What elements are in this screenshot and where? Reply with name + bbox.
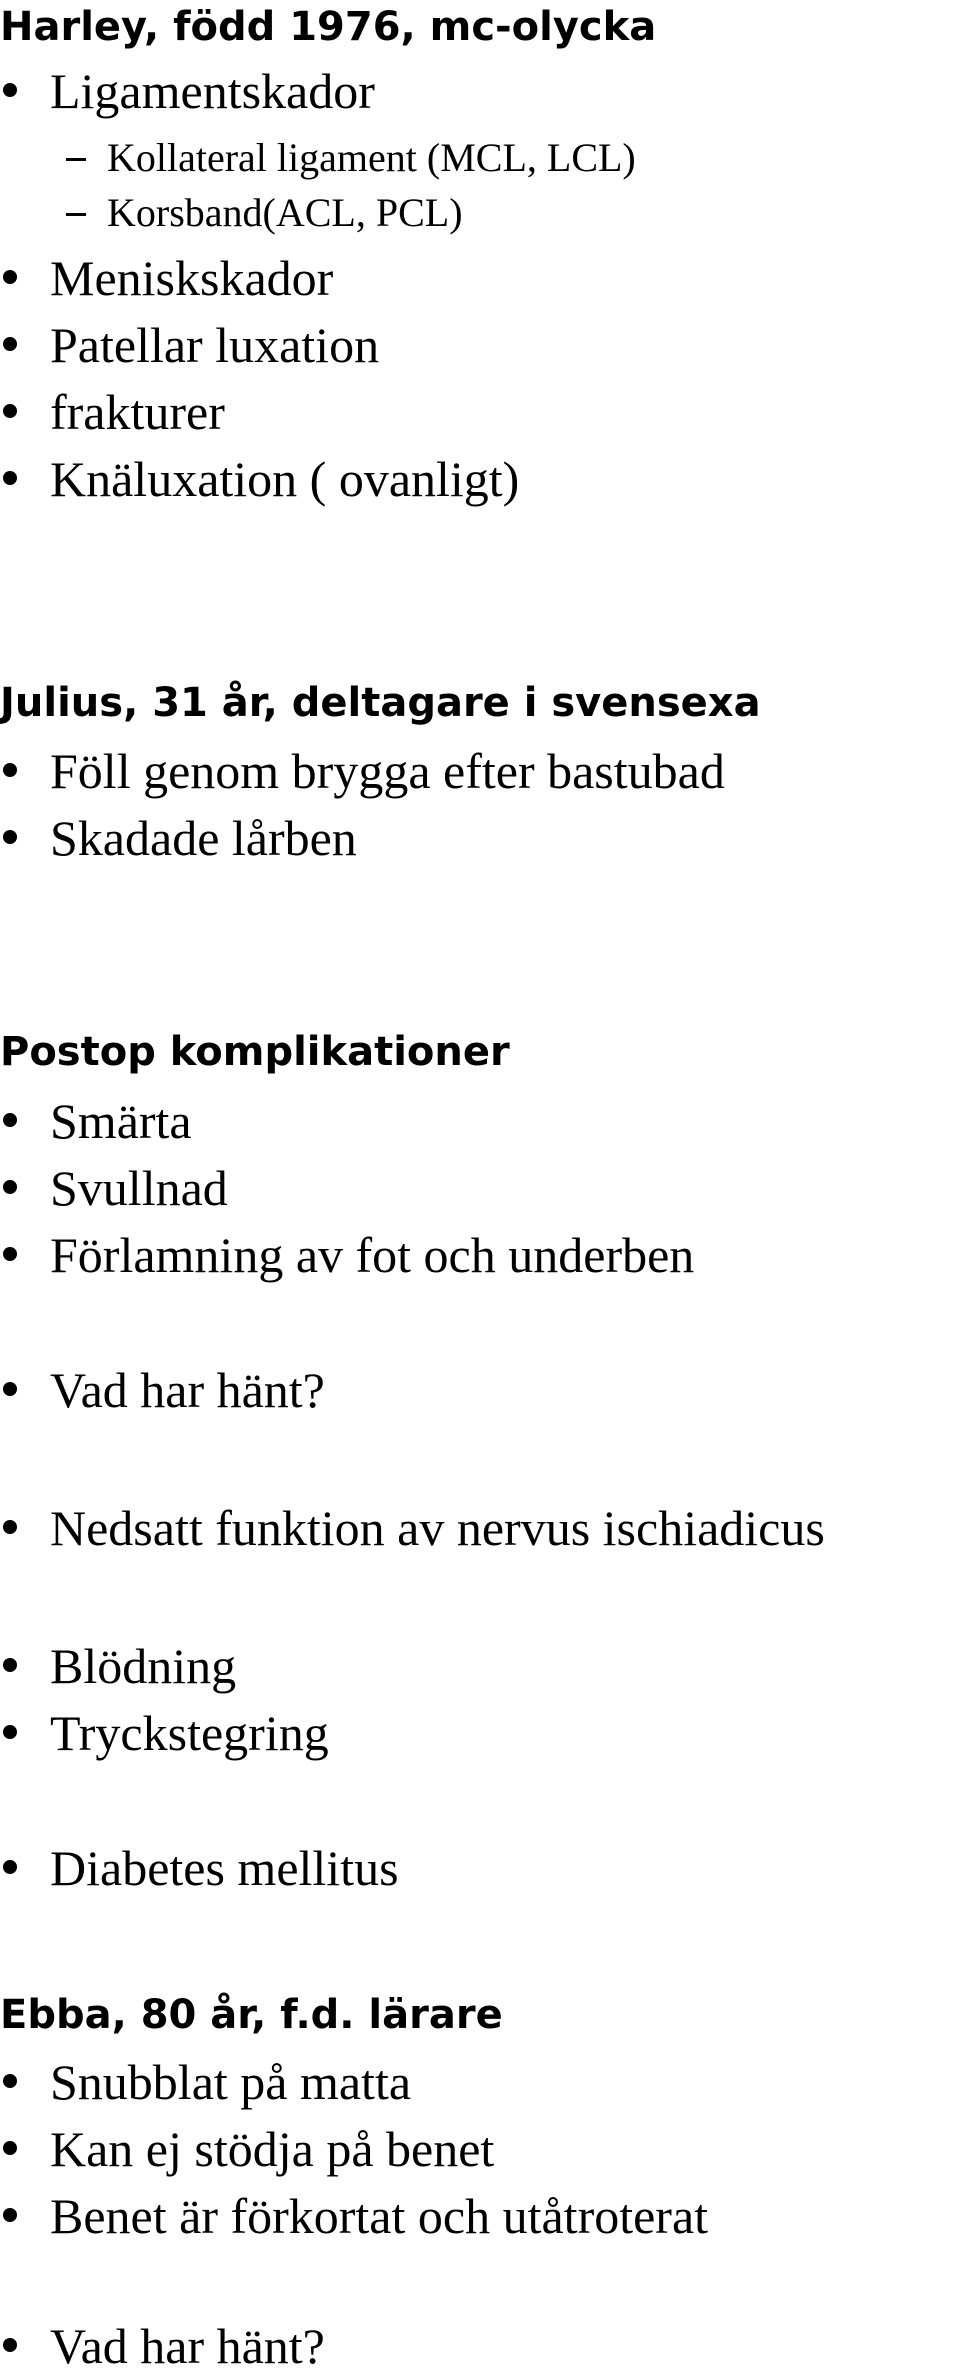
list-item-text: Föll genom brygga efter bastubad bbox=[50, 743, 725, 799]
section-heading-harley: Harley, född 1976, mc-olycka bbox=[0, 4, 657, 50]
list-item-text: Vad har hänt? bbox=[50, 1362, 325, 1418]
dash-icon bbox=[66, 213, 86, 216]
bullet-icon bbox=[3, 1180, 17, 1194]
bullet-icon bbox=[3, 2208, 17, 2222]
bullet-icon bbox=[3, 1382, 17, 1396]
dash-icon bbox=[66, 158, 86, 161]
bullet-icon bbox=[3, 830, 17, 844]
sub-list-item-text: Kollateral ligament (MCL, LCL) bbox=[107, 135, 636, 180]
bullet-icon bbox=[3, 1725, 17, 1739]
list-item-text: Blödning bbox=[50, 1638, 237, 1694]
bullet-icon bbox=[3, 1113, 17, 1127]
bullet-icon bbox=[3, 270, 17, 284]
list-item-text: Vad har hänt? bbox=[50, 2318, 325, 2374]
bullet-icon bbox=[3, 404, 17, 418]
bullet-icon bbox=[3, 83, 17, 97]
list-item-text: Patellar luxation bbox=[50, 317, 380, 373]
bullet-icon bbox=[3, 337, 17, 351]
bullet-icon bbox=[3, 1247, 17, 1261]
bullet-icon bbox=[3, 471, 17, 485]
section-heading-ebba: Ebba, 80 år, f.d. lärare bbox=[0, 1992, 503, 2038]
list-item-text: Ligamentskador bbox=[50, 63, 375, 119]
section-heading-julius: Julius, 31 år, deltagare i svensexa bbox=[0, 680, 761, 726]
list-item-text: Smärta bbox=[50, 1093, 192, 1149]
list-item-text: Förlamning av fot och underben bbox=[50, 1227, 695, 1283]
list-item-text: Snubblat på matta bbox=[50, 2054, 412, 2110]
bullet-icon bbox=[3, 1520, 17, 1534]
list-item-text: Tryckstegring bbox=[50, 1705, 329, 1761]
bullet-icon bbox=[3, 2074, 17, 2088]
bullet-icon bbox=[3, 2141, 17, 2155]
list-item-text: Svullnad bbox=[50, 1160, 228, 1216]
list-item-text: Knäluxation ( ovanligt) bbox=[50, 451, 520, 507]
bullet-icon bbox=[3, 1658, 17, 1672]
bullet-icon bbox=[3, 763, 17, 777]
list-item-text: Skadade lårben bbox=[50, 810, 357, 866]
list-item-text: frakturer bbox=[50, 384, 225, 440]
list-item-text: Diabetes mellitus bbox=[50, 1840, 399, 1896]
list-item-text: Meniskskador bbox=[50, 250, 334, 306]
bullet-icon bbox=[3, 1860, 17, 1874]
list-item-text: Nedsatt funktion av nervus ischiadicus bbox=[50, 1500, 825, 1556]
list-item-text: Kan ej stödja på benet bbox=[50, 2121, 495, 2177]
section-heading-postop: Postop komplikationer bbox=[0, 1029, 510, 1075]
sub-list-item-text: Korsband(ACL, PCL) bbox=[107, 190, 463, 235]
bullet-icon bbox=[3, 2338, 17, 2352]
list-item-text: Benet är förkortat och utåtroterat bbox=[50, 2188, 709, 2244]
